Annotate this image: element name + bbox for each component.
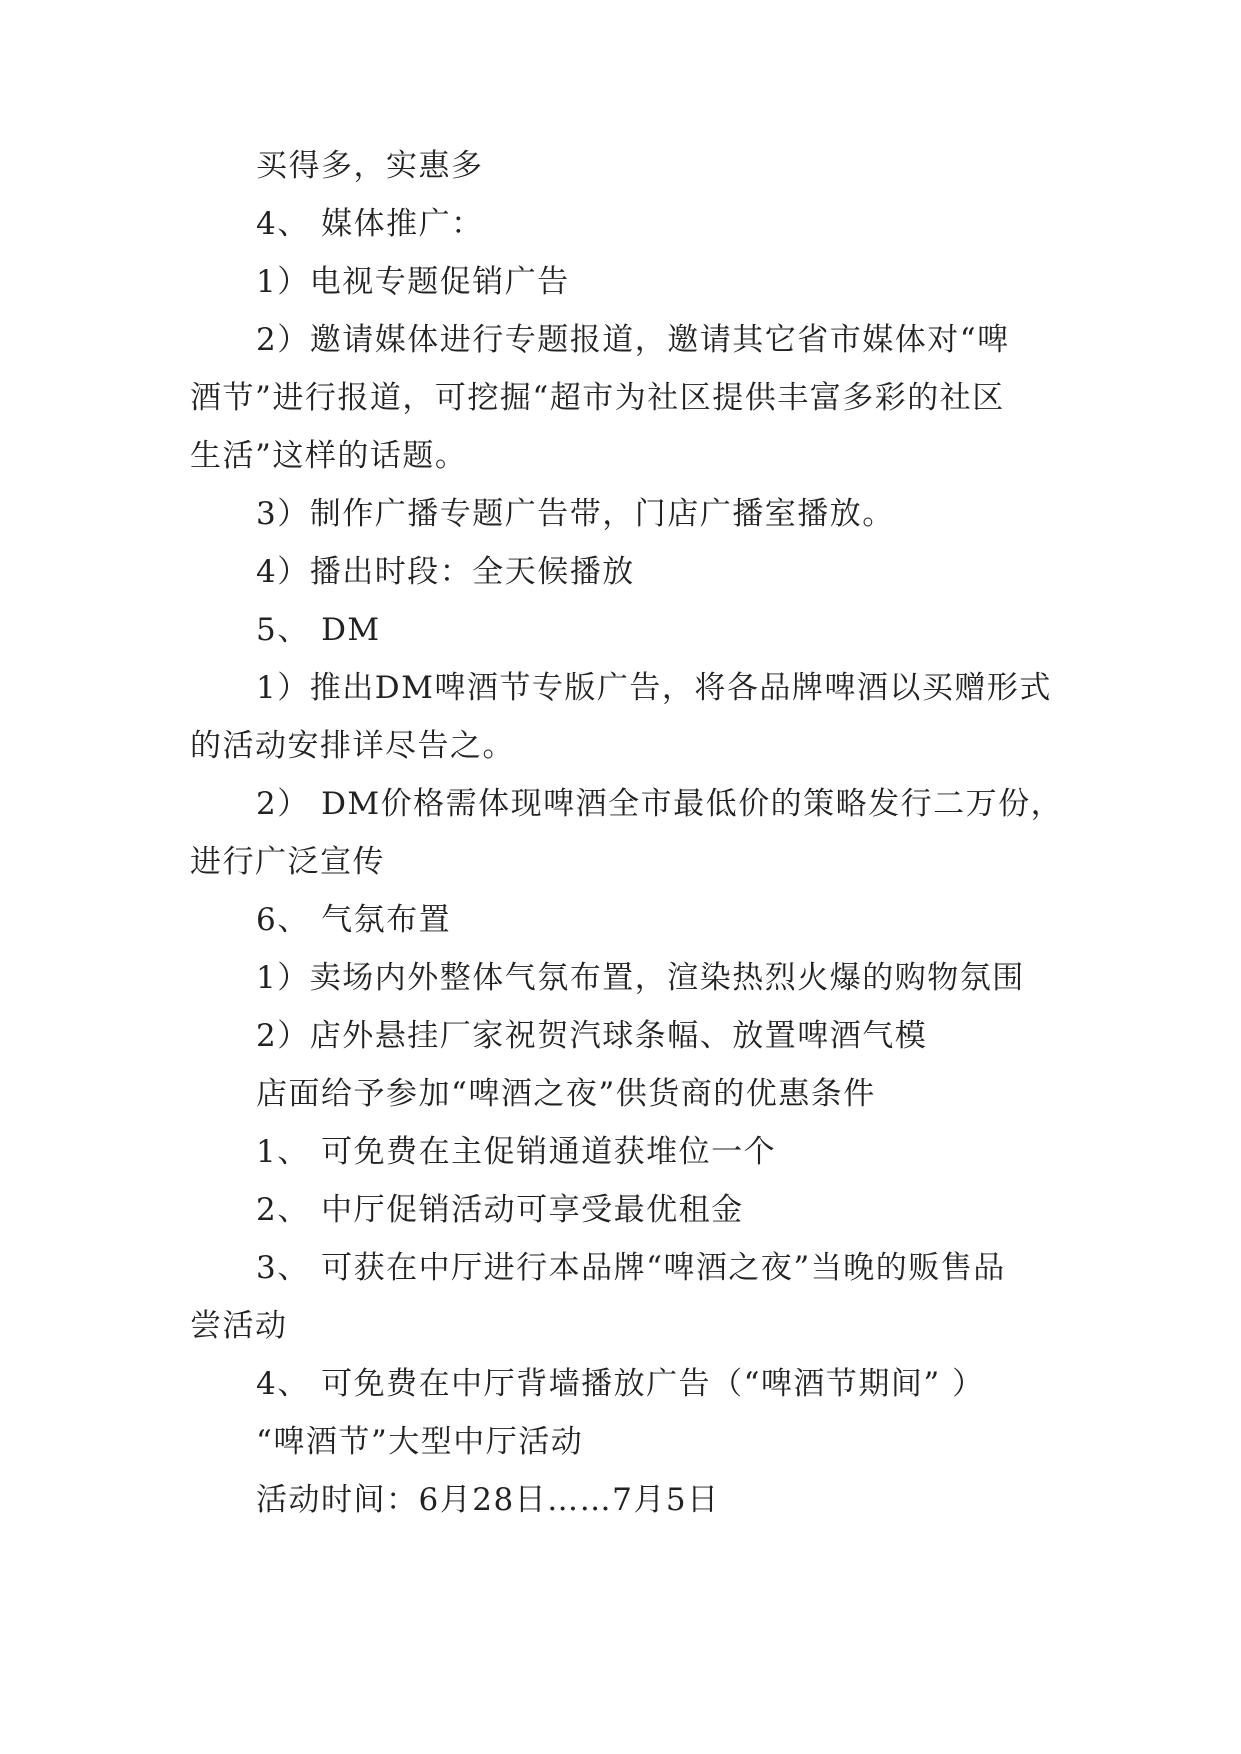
text-line: 2） DM价格需体现啤酒全市最低价的策略发行二万份，: [256, 786, 1064, 822]
text-line: 酒节”进行报道，可挖掘“超市为社区提供丰富多彩的社区: [190, 380, 1005, 416]
text-line: 3）制作广播专题广告带，门店广播室播放。: [256, 496, 895, 532]
text-line: 活动时间：6月28日……7月5日: [256, 1482, 720, 1518]
text-line: 2）邀请媒体进行专题报道，邀请其它省市媒体对“啤: [256, 322, 1010, 358]
text-line: 2）店外悬挂厂家祝贺汽球条幅、放置啤酒气模: [256, 1018, 928, 1054]
text-line: 1）推出DM啤酒节专版广告，将各品牌啤酒以买赠形式: [256, 670, 1052, 706]
text-line: 3、 可获在中厅进行本品牌“啤酒之夜”当晚的贩售品: [256, 1250, 1006, 1286]
text-line: “啤酒节”大型中厅活动: [256, 1424, 584, 1460]
text-line: 进行广泛宣传: [190, 844, 385, 880]
text-line: 4）播出时段：全天候播放: [256, 554, 635, 590]
text-line: 4、 可免费在中厅背墙播放广告（“啤酒节期间” ）: [256, 1366, 985, 1402]
text-line: 6、 气氛布置: [256, 902, 452, 938]
text-line: 1、 可免费在主促销通道获堆位一个: [256, 1134, 777, 1170]
text-line: 4、 媒体推广：: [256, 206, 484, 242]
text-line: 5、 DM: [256, 612, 381, 648]
text-line: 1）卖场内外整体气氛布置，渲染热烈火爆的购物氛围: [256, 960, 1025, 996]
text-line: 1）电视专题促销广告: [256, 264, 570, 300]
text-line: 店面给予参加“啤酒之夜”供货商的优惠条件: [256, 1076, 876, 1112]
text-line: 生活”这样的话题。: [190, 438, 468, 474]
text-line: 的活动安排详尽告之。: [190, 728, 515, 764]
text-line: 尝活动: [190, 1308, 288, 1344]
text-line: 买得多，实惠多: [256, 148, 484, 184]
text-line: 2、 中厅促销活动可享受最优租金: [256, 1192, 744, 1228]
